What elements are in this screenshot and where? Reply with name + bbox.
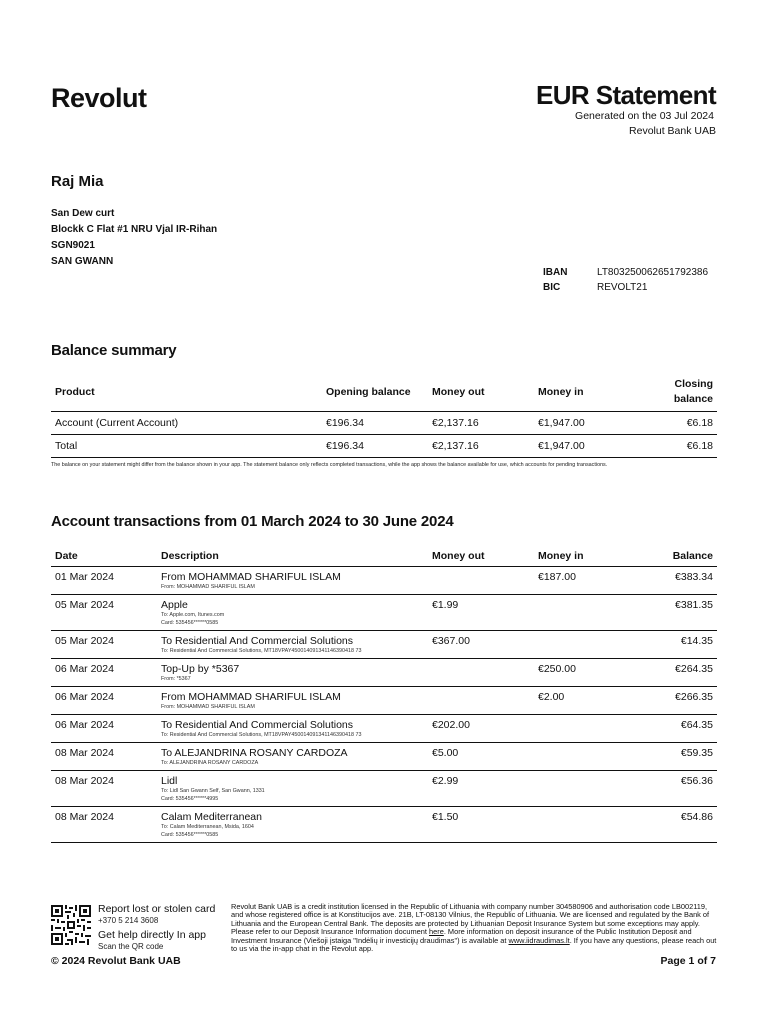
tx-detail: To: Apple.com, Itunes.com	[161, 612, 225, 618]
legal-text	[231, 903, 717, 953]
tx-description-cell	[157, 567, 428, 595]
tx-detail: Card: 535456******4995	[161, 796, 219, 802]
tx-description: From MOHAMMAD SHARIFUL ISLAM	[161, 571, 341, 583]
tx-detail: To: Residential And Commercial Solutions, MT18VPAY450014091341146390418 73	[161, 732, 362, 738]
report-card-title: Report lost or stolen card	[98, 903, 216, 915]
col-money-in: Money in	[534, 545, 640, 567]
customer-name: Raj Mia	[51, 173, 104, 190]
tx-balance: €264.35	[640, 659, 717, 687]
money-in-cell: €1,947.00	[534, 435, 640, 458]
revolut-logo: Revolut	[51, 83, 147, 113]
tx-date: 08 Mar 2024	[51, 807, 157, 843]
balance-summary-title: Balance summary	[51, 342, 177, 359]
tx-description: To Residential And Commercial Solutions	[161, 719, 354, 731]
tx-balance: €56.36	[640, 771, 717, 807]
tx-detail: From: MOHAMMAD SHARIFUL ISLAM	[161, 584, 255, 590]
money-in-cell: €1,947.00	[534, 412, 640, 435]
tx-description-cell	[157, 631, 428, 659]
help-block	[98, 903, 215, 953]
tx-money-out: €367.00	[428, 631, 534, 659]
tx-money-out: €1.50	[428, 807, 534, 843]
generated-date: Generated on the 03 Jul 2024	[575, 110, 714, 122]
tx-money-out: €202.00	[428, 715, 534, 743]
tx-detail: To: Calam Mediterranean, Msida, 1604	[161, 824, 254, 830]
col-opening: Opening balance	[322, 373, 428, 412]
transaction-row	[51, 659, 717, 687]
help-title: Get help directly In app	[98, 929, 206, 941]
transaction-row	[51, 743, 717, 771]
transactions-table	[51, 545, 717, 843]
tx-date: 08 Mar 2024	[51, 743, 157, 771]
product-cell: Total	[51, 435, 322, 458]
bic-value: REVOLT21	[597, 282, 648, 293]
iidraudimas-link[interactable]: www.iidraudimas.lt	[508, 935, 570, 945]
closing-cell: €6.18	[640, 435, 717, 458]
tx-money-in: €250.00	[534, 659, 640, 687]
col-money-out: Money out	[428, 373, 534, 412]
tx-detail: From: *5367	[161, 676, 191, 682]
tx-balance: €383.34	[640, 567, 717, 595]
tx-header-row	[51, 545, 717, 567]
tx-description-cell	[157, 771, 428, 807]
tx-money-out	[428, 687, 534, 715]
transaction-row	[51, 567, 717, 595]
tx-detail: To: Lidl San Gwann Self, San Gwann, 1331	[161, 788, 265, 794]
tx-money-in	[534, 715, 640, 743]
tx-description-cell	[157, 743, 428, 771]
bank-identifiers	[543, 265, 708, 295]
transaction-row	[51, 595, 717, 631]
address-line: San Dew curt	[51, 208, 115, 219]
col-balance: Balance	[640, 545, 717, 567]
tx-money-in	[534, 807, 640, 843]
tx-description-cell	[157, 687, 428, 715]
bank-name: Revolut Bank UAB	[629, 125, 716, 137]
summary-header-row	[51, 373, 717, 412]
money-out-cell: €2,137.16	[428, 412, 534, 435]
tx-description-cell	[157, 659, 428, 687]
transaction-row	[51, 807, 717, 843]
tx-money-in	[534, 631, 640, 659]
col-closing: Closing balance	[640, 373, 717, 412]
tx-description: Top-Up by *5367	[161, 663, 240, 675]
tx-description: Lidl	[161, 775, 178, 787]
tx-detail: From: MOHAMMAD SHARIFUL ISLAM	[161, 704, 255, 710]
product-cell: Account (Current Account)	[51, 412, 322, 435]
legal-text-3: . If you have any questions, please reach out to us via the in-app chat in the Revolut app.	[231, 935, 717, 954]
bic-label: BIC	[543, 282, 561, 293]
tx-description-cell	[157, 715, 428, 743]
tx-date: 06 Mar 2024	[51, 715, 157, 743]
transaction-row	[51, 771, 717, 807]
opening-cell: €196.34	[322, 435, 428, 458]
tx-money-in	[534, 743, 640, 771]
tx-detail: Card: 535456******0585	[161, 832, 219, 838]
tx-money-out: €2.99	[428, 771, 534, 807]
tx-balance: €381.35	[640, 595, 717, 631]
tx-money-in: €187.00	[534, 567, 640, 595]
tx-date: 06 Mar 2024	[51, 687, 157, 715]
balance-summary-table	[51, 373, 717, 458]
tx-money-in	[534, 595, 640, 631]
transactions-title: Account transactions from 01 March 2024 to 30 June 2024	[51, 513, 454, 530]
opening-cell: €196.34	[322, 412, 428, 435]
tx-detail: To: Residential And Commercial Solutions, MT18VPAY450014091341146390418 73	[161, 648, 362, 654]
tx-description: From MOHAMMAD SHARIFUL ISLAM	[161, 691, 341, 703]
tx-money-in	[534, 771, 640, 807]
col-money-in: Money in	[534, 373, 640, 412]
tx-date: 01 Mar 2024	[51, 567, 157, 595]
tx-date: 05 Mar 2024	[51, 595, 157, 631]
transaction-row	[51, 687, 717, 715]
statement-title: EUR Statement	[535, 80, 716, 110]
col-date: Date	[51, 545, 157, 567]
col-description: Description	[157, 545, 428, 567]
legal-text-2: . More information on deposit insurance of the Public Institution Deposit and Investment Insurance (Viešoji įstaiga "Indėlių ir investicijų draudimas") is available at	[231, 927, 692, 945]
iban-value: LT803250062651792386	[597, 267, 709, 278]
scan-qr-text: Scan the QR code	[98, 942, 164, 951]
tx-money-out	[428, 659, 534, 687]
balance-note: The balance on your statement might differ from the balance shown in your app. The statement balance only reflects completed transactions, while the app shows the balance available for use, which accounts for pending transactions.	[51, 462, 608, 468]
page-number: Page 1 of 7	[660, 955, 716, 967]
tx-money-in: €2.00	[534, 687, 640, 715]
iban-label: IBAN	[543, 267, 568, 278]
copyright: © 2024 Revolut Bank UAB	[51, 955, 181, 967]
customer-address	[51, 206, 217, 270]
summary-total-row	[51, 435, 717, 458]
qr-code-icon	[51, 905, 91, 945]
tx-description-cell	[157, 595, 428, 631]
closing-cell: €6.18	[640, 412, 717, 435]
tx-date: 08 Mar 2024	[51, 771, 157, 807]
address-line: SGN9021	[51, 240, 95, 251]
address-line: Blockk C Flat #1 NRU Vjal IR-Rihan	[51, 224, 218, 235]
tx-money-out	[428, 567, 534, 595]
tx-balance: €266.35	[640, 687, 717, 715]
tx-description: Apple	[161, 599, 188, 611]
deposit-info-link[interactable]: here	[429, 927, 444, 937]
tx-detail: To: ALEJANDRINA ROSANY CARDOZA	[161, 760, 259, 766]
legal-text-1: Revolut Bank UAB is a credit institution licensed in the Republic of Lithuania with company number 304580906 and authorisation code LB002119, and whose registered office is at Konstitucijos ave. 21B, LT-08130 Vilnius, the Republic of Lithuania. We are licensed and regulated by the Bank of Lithuania and the European Central Bank. The deposits are protected by Lithuanian Deposit Insurance System but some exceptions may apply. Please refer to our Deposit Insurance Information document	[231, 902, 710, 937]
tx-date: 05 Mar 2024	[51, 631, 157, 659]
tx-description: To Residential And Commercial Solutions	[161, 635, 354, 647]
tx-balance: €14.35	[640, 631, 717, 659]
tx-date: 06 Mar 2024	[51, 659, 157, 687]
tx-balance: €54.86	[640, 807, 717, 843]
summary-row	[51, 412, 717, 435]
tx-detail: Card: 535456******0585	[161, 620, 219, 626]
tx-balance: €64.35	[640, 715, 717, 743]
transaction-row	[51, 631, 717, 659]
col-product: Product	[51, 373, 322, 412]
tx-description: Calam Mediterranean	[161, 811, 262, 823]
tx-description-cell	[157, 807, 428, 843]
transaction-row	[51, 715, 717, 743]
tx-description: To ALEJANDRINA ROSANY CARDOZA	[161, 747, 348, 759]
support-phone[interactable]: +370 5 214 3608	[98, 916, 159, 925]
tx-balance: €59.35	[640, 743, 717, 771]
money-out-cell: €2,137.16	[428, 435, 534, 458]
tx-money-out: €1.99	[428, 595, 534, 631]
col-money-out: Money out	[428, 545, 534, 567]
tx-money-out: €5.00	[428, 743, 534, 771]
address-line: SAN GWANN	[51, 256, 114, 267]
